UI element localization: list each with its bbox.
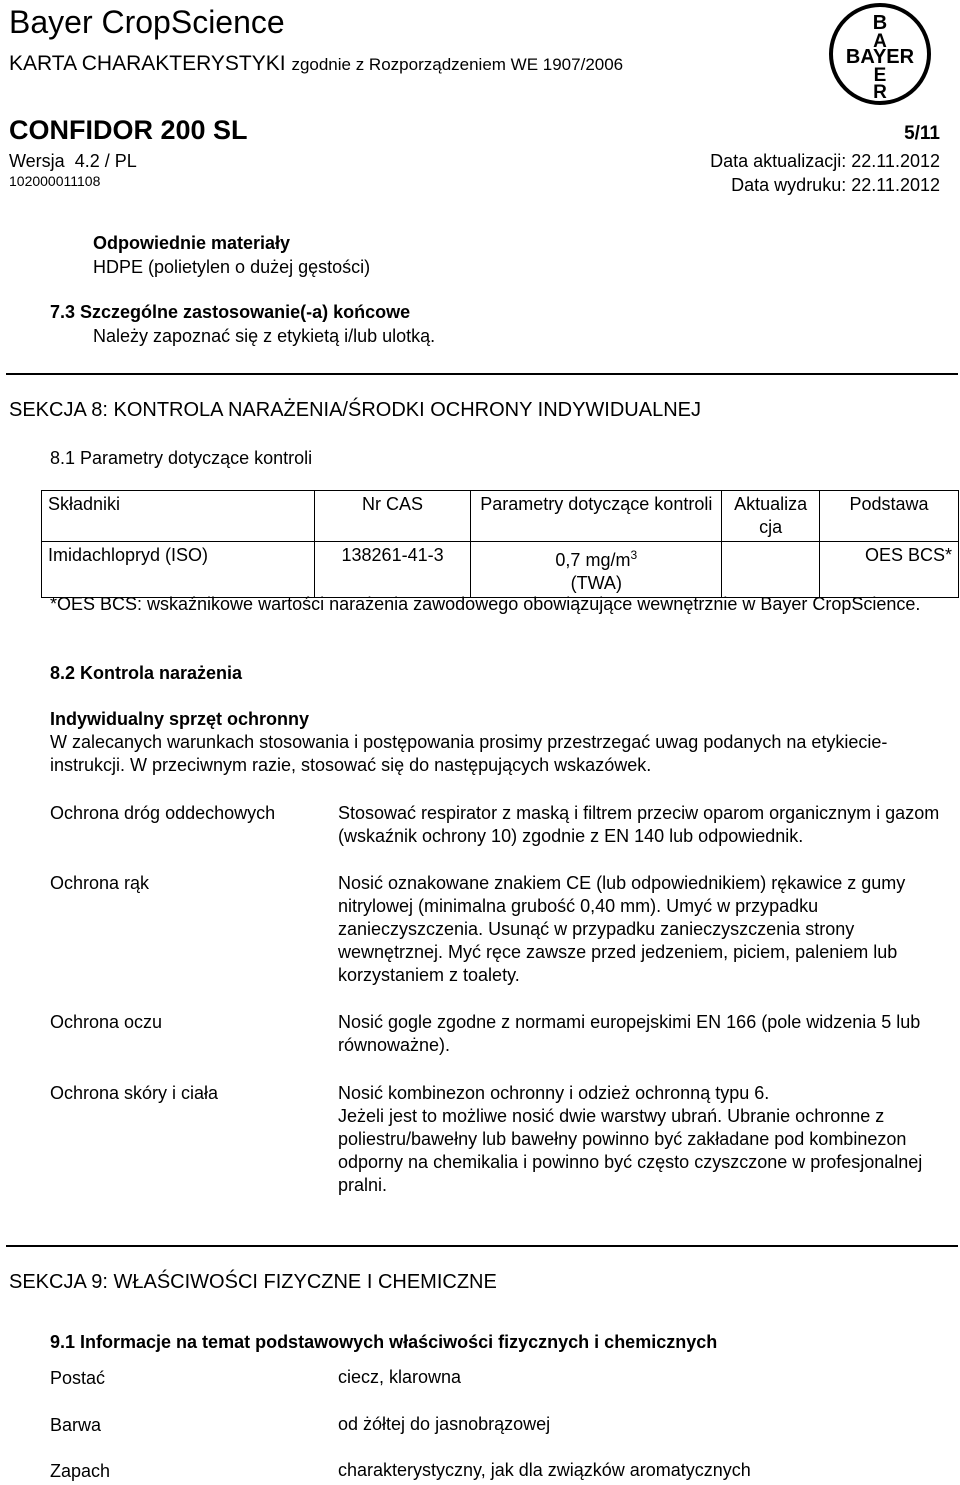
- materials-heading: Odpowiednie materiały: [93, 233, 291, 253]
- version-value: 4.2: [74, 151, 100, 171]
- table-footnote: *OES BCS: wskaźnikowe wartości narażenia zawodowego obowiązujące wewnętrznie w Bayer CropScience.: [50, 594, 921, 614]
- col-header-component: Składniki: [42, 491, 315, 542]
- ppe-text-hands: Nosić oznakowane znakiem CE (lub odpowiednikiem) rękawice z gumy nitrylowej (minimalna grubość 0,40 mm). Umyć w przypadku zanieczyszczenia. Usunąć w przypadku zanieczyszczenia strony wewnętrznej. Myć ręce zawsze przed jedzeniem, piciem, paleniem lub korzystaniem z toalety.: [338, 873, 906, 985]
- version-locale: / PL: [104, 151, 137, 171]
- prop-label-odour: Zapach: [50, 1461, 111, 1481]
- ppe-text-respiratory: Stosować respirator z maską i filtrem przeciw oparom organicznym i gazom (wskaźnik ochrony 10) zgodnie z EN 140 lub odpowiednik.: [338, 803, 940, 846]
- col-header-cas: Nr CAS: [314, 491, 471, 542]
- version-line: [9, 151, 137, 172]
- update-date: 22.11.2012: [851, 151, 940, 171]
- logo-letter-r: R: [873, 82, 887, 103]
- update-label: Data aktualizacji:: [710, 151, 847, 171]
- prop-label-colour: Barwa: [50, 1415, 102, 1435]
- product-name: CONFIDOR 200 SL: [9, 115, 248, 145]
- print-date: 22.11.2012: [851, 175, 940, 195]
- doc-type-label: KARTA CHARAKTERYSTYKI: [9, 52, 286, 75]
- ppe-label-hands: Ochrona rąk: [50, 873, 150, 893]
- cell-basis: OES BCS*: [820, 542, 959, 598]
- limit-type: (TWA): [570, 573, 622, 593]
- logo-word: BAYER: [845, 46, 915, 68]
- prop-value-odour: charakterystyczny, jak dla związków aromatycznych: [338, 1460, 751, 1480]
- company-name: Bayer CropScience: [9, 4, 285, 40]
- exposure-limits-table: [41, 490, 959, 598]
- version-label: Wersja: [9, 151, 65, 171]
- document-code: 102000011108: [9, 173, 101, 189]
- cell-value: [471, 542, 722, 598]
- document-type: [9, 52, 623, 76]
- ppe-text-skin: Nosić kombinezon ochronny i odzież ochronną typu 6.: [338, 1083, 770, 1103]
- section-9-1-title: 9.1 Informacje na temat podstawowych właściwości fizycznych i chemicznych: [50, 1332, 718, 1352]
- print-label: Data wydruku:: [731, 175, 847, 195]
- col-header-update: Aktualiza cja: [722, 491, 820, 542]
- ppe-label-respiratory: Ochrona dróg oddechowych: [50, 803, 276, 823]
- logo-letter-e: E: [873, 65, 887, 86]
- section-8-title: SEKCJA 8: KONTROLA NARAŻENIA/ŚRODKI OCHRONY INDYWIDUALNEJ: [9, 399, 701, 421]
- materials-value: HDPE (polietylen o dużej gęstości): [93, 257, 371, 277]
- table-row: [42, 542, 959, 598]
- ppe-label-skin: Ochrona skóry i ciała: [50, 1083, 219, 1103]
- prop-label-form: Postać: [50, 1368, 106, 1388]
- cell-update: [722, 542, 820, 598]
- prop-value-form: ciecz, klarowna: [338, 1367, 462, 1387]
- limit-value: 0,7 mg/m: [555, 550, 631, 570]
- ppe-intro: W zalecanych warunkach stosowania i postępowania prosimy przestrzegać uwag podanych na etykiecie-instrukcji. W przeciwnym razie, stosować się do następujących wskazówek.: [50, 732, 888, 775]
- print-date-line: [731, 175, 940, 196]
- section-8-2-title: 8.2 Kontrola narażenia: [50, 663, 243, 683]
- col-header-parameters: Parametry dotyczące kontroli: [471, 491, 722, 542]
- logo-letter-b: B: [872, 12, 888, 34]
- table-header-row: [42, 491, 959, 542]
- ppe-label-eyes: Ochrona oczu: [50, 1012, 163, 1032]
- cell-component: Imidachlopryd (ISO): [42, 542, 315, 598]
- section-7-3-text: Należy zapoznać się z etykietą i/lub ulotką.: [93, 326, 436, 346]
- update-date-line: [710, 151, 940, 172]
- section-divider: [6, 1245, 958, 1247]
- section-9-title: SEKCJA 9: WŁAŚCIWOŚCI FIZYCZNE I CHEMICZNE: [9, 1271, 497, 1293]
- prop-value-colour: od żółtej do jasnobrązowej: [338, 1414, 551, 1434]
- cell-cas: 138261-41-3: [314, 542, 471, 598]
- section-7-3-title: 7.3 Szczególne zastosowanie(-a) końcowe: [50, 302, 411, 322]
- regulation-label: zgodnie z Rozporządzeniem WE 1907/2006: [291, 55, 624, 74]
- bayer-logo: [828, 2, 932, 106]
- section-divider: [6, 373, 958, 375]
- ppe-text-skin-2: Jeżeli jest to możliwe nosić dwie warstwy ubrań. Ubranie ochronne z poliestru/bawełny lub bawełny powinno być zakładane pod kombinezon odporny na chemikalia i powinno być często czyszczone w profesjonalnej pralni.: [338, 1106, 923, 1195]
- col-header-basis: Podstawa: [820, 491, 959, 542]
- page-number: 5/11: [904, 123, 940, 144]
- section-8-1-title: 8.1 Parametry dotyczące kontroli: [50, 448, 313, 468]
- logo-letter-a: A: [873, 31, 887, 52]
- ppe-heading: Indywidualny sprzęt ochronny: [50, 709, 310, 729]
- ppe-text-eyes: Nosić gogle zgodne z normami europejskimi EN 166 (pole widzenia 5 lub równoważne).: [338, 1012, 921, 1055]
- limit-unit-superscript: 3: [630, 548, 638, 562]
